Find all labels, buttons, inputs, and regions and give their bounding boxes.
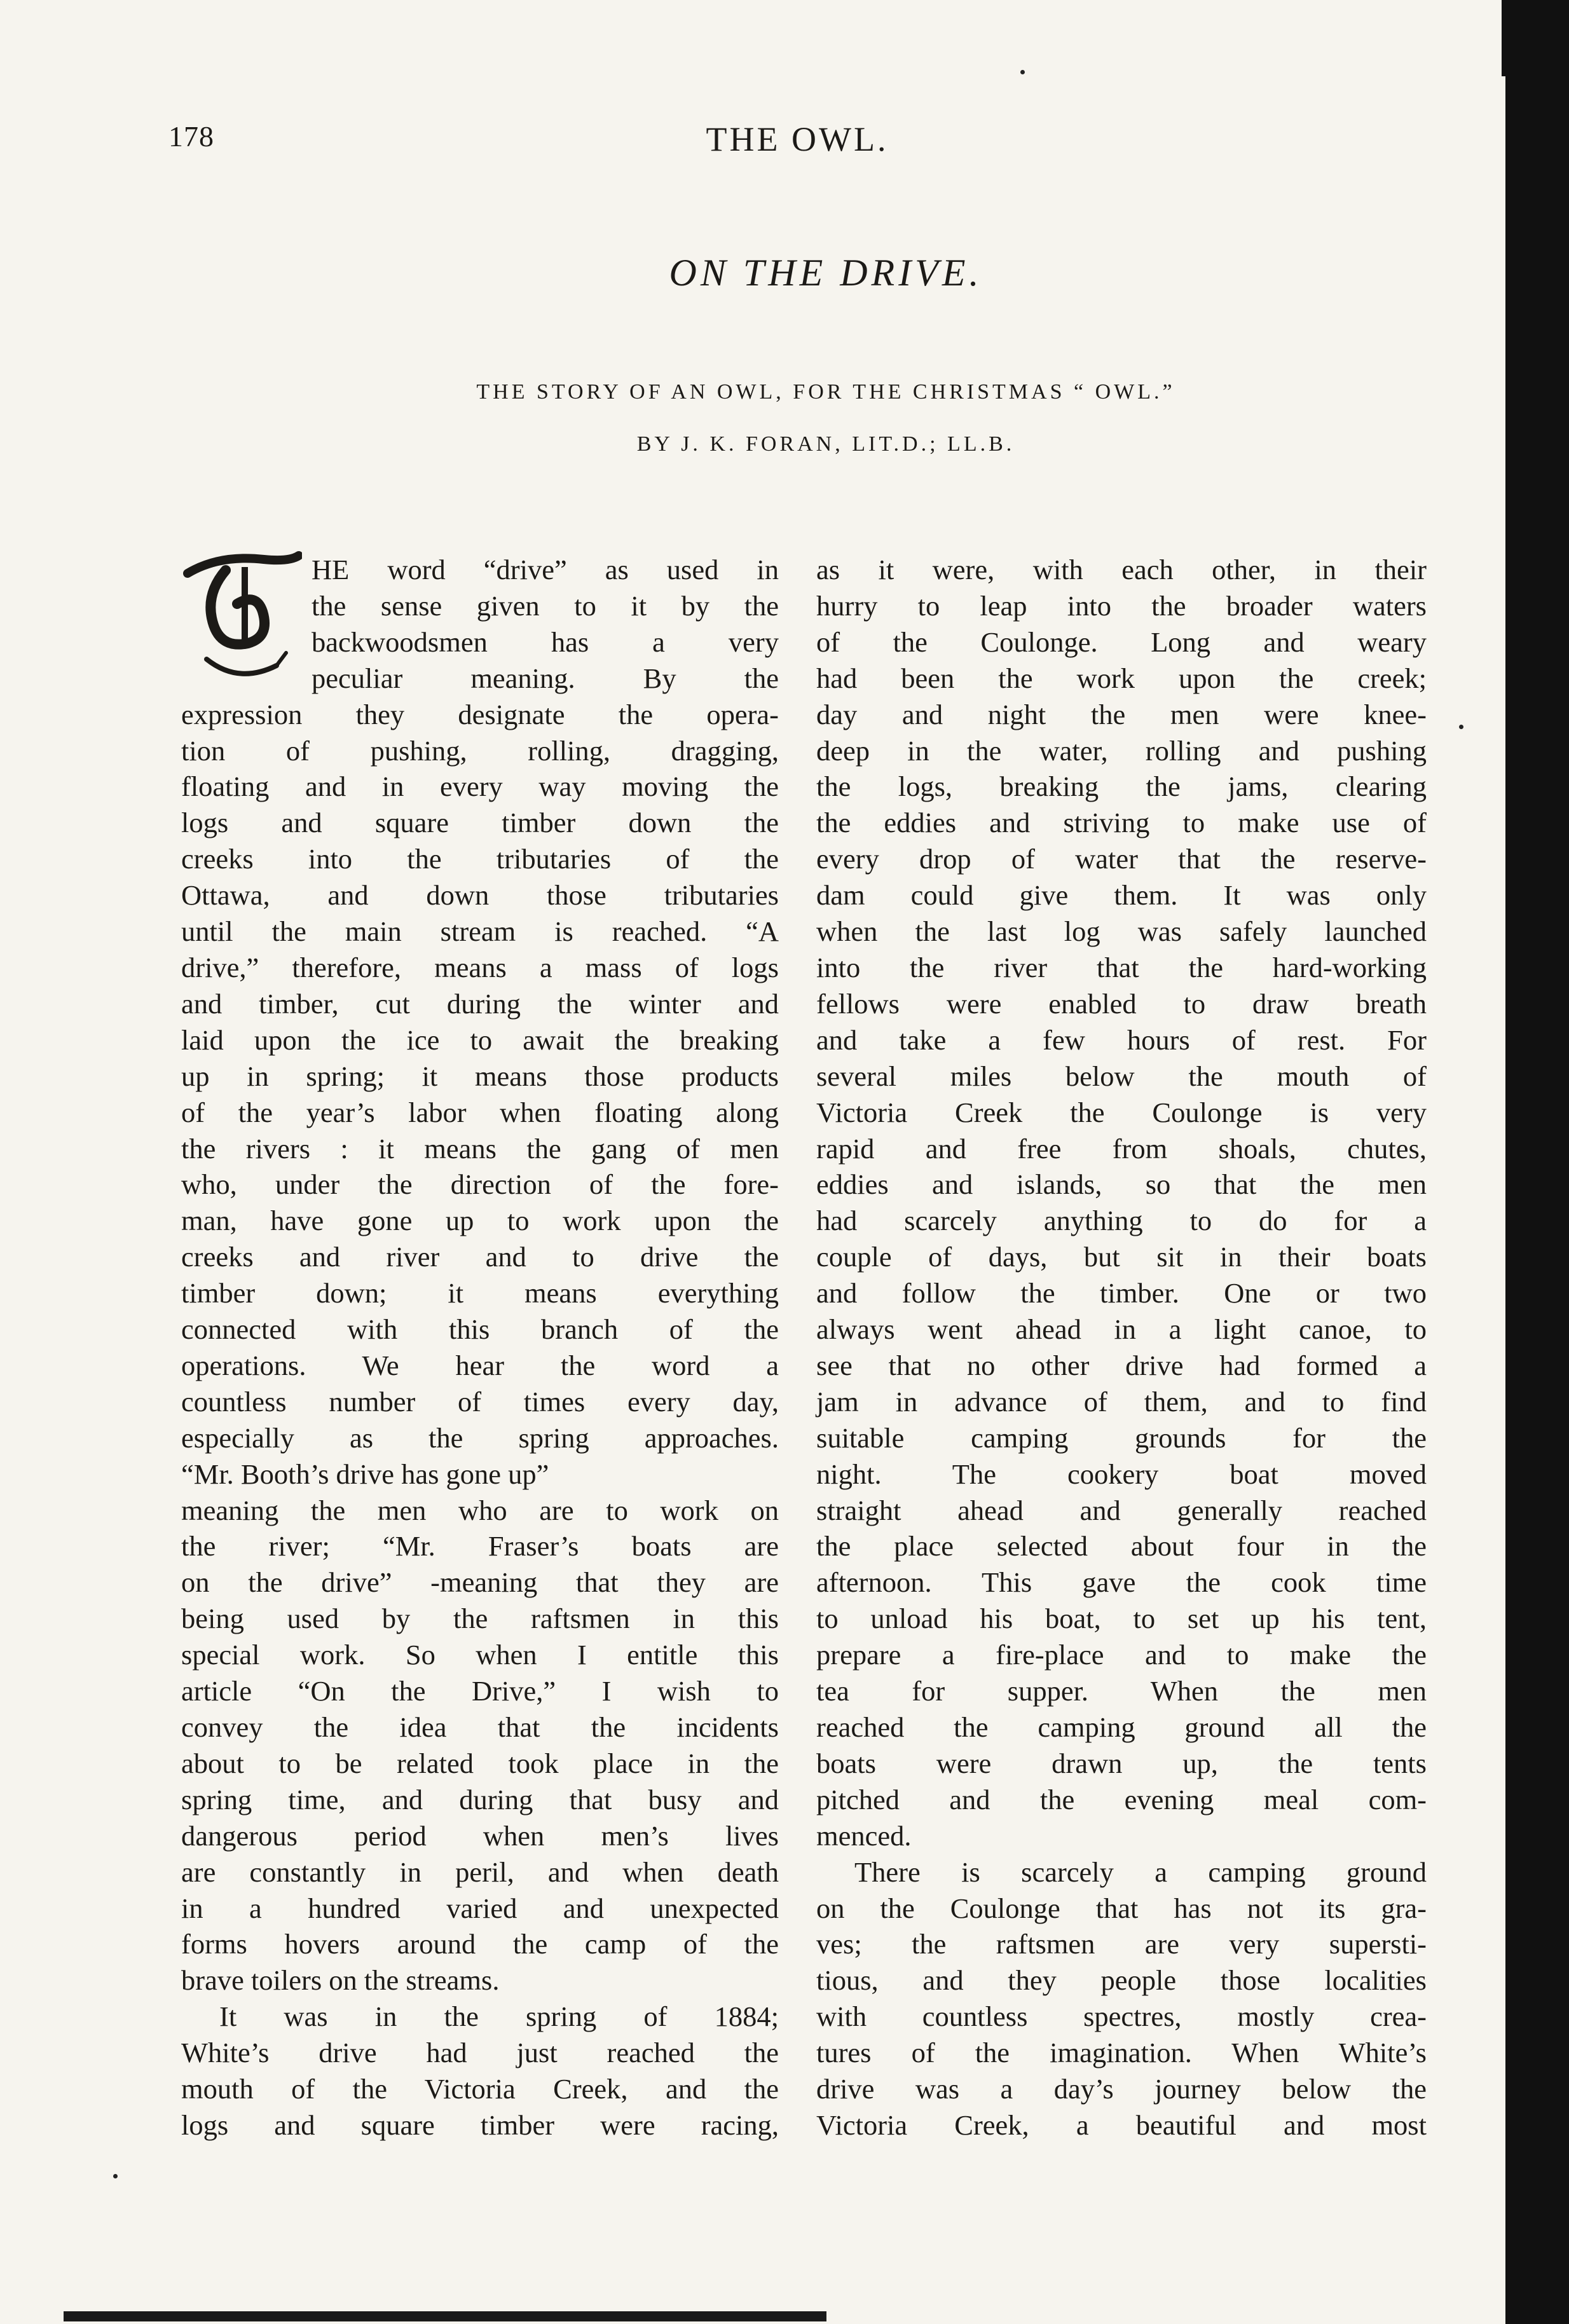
text-line: deep in the water, rolling and pushing bbox=[816, 734, 1427, 767]
text-line: boats were drawn up, the tents bbox=[816, 1747, 1427, 1779]
text-line: floating and in every way moving the bbox=[181, 770, 779, 803]
text-line: and follow the timber. One or two bbox=[816, 1277, 1427, 1309]
text-line: expression they designate the opera- bbox=[181, 698, 779, 730]
page-edge-shadow-top bbox=[1502, 0, 1524, 76]
page-number: 178 bbox=[168, 120, 214, 153]
text-line: afternoon. This gave the cook time bbox=[816, 1566, 1427, 1599]
text-line: eddies and islands, so that the men bbox=[816, 1168, 1427, 1201]
text-line: Victoria Creek, a beautiful and most bbox=[816, 2109, 1427, 2141]
text-line: logs and square timber were racing, bbox=[181, 2109, 779, 2141]
text-line: as it were, with each other, in their bbox=[816, 554, 1427, 585]
text-line: of the Coulonge. Long and weary bbox=[816, 625, 1427, 658]
text-line: the sense given to it by the bbox=[312, 589, 779, 622]
text-line: rapid and free from shoals, chutes, bbox=[816, 1132, 1427, 1165]
text-line: the place selected about four in the bbox=[816, 1530, 1427, 1562]
text-line: forms hovers around the camp of the bbox=[181, 1928, 779, 1960]
scan-speck bbox=[1020, 70, 1025, 74]
text-line: tures of the imagination. When White’s bbox=[816, 2037, 1427, 2069]
text-line: tea for supper. When the men bbox=[816, 1675, 1427, 1707]
text-line: when the last log was safely launched bbox=[816, 915, 1427, 948]
text-line: into the river that the hard-working bbox=[816, 951, 1427, 983]
text-line: several miles below the mouth of bbox=[816, 1060, 1427, 1092]
text-line: are constantly in peril, and when death bbox=[181, 1856, 779, 1888]
text-line: until the main stream is reached. “A bbox=[181, 915, 779, 948]
text-line: suitable camping grounds for the bbox=[816, 1421, 1427, 1454]
text-line: It was in the spring of 1884; bbox=[219, 2000, 779, 2033]
text-line: prepare a fire-place and to make the bbox=[816, 1639, 1427, 1671]
text-line: logs and square timber down the bbox=[181, 807, 779, 839]
text-line: who, under the direction of the fore- bbox=[181, 1168, 779, 1201]
text-line: Ottawa, and down those tributaries bbox=[181, 879, 779, 912]
text-line: up in spring; it means those products bbox=[181, 1060, 779, 1092]
text-line: brave toilers on the streams. bbox=[181, 1964, 500, 1997]
text-line: dam could give them. It was only bbox=[816, 879, 1427, 912]
scan-speck bbox=[113, 2174, 118, 2178]
text-line: in a hundred varied and unexpected bbox=[181, 1892, 779, 1924]
article-title: ON THE DRIVE. bbox=[669, 252, 983, 294]
text-line: with countless spectres, mostly crea- bbox=[816, 2000, 1427, 2033]
text-line: man, have gone up to work upon the bbox=[181, 1205, 779, 1237]
text-line: pitched and the evening meal com- bbox=[816, 1783, 1427, 1815]
text-line: always went ahead in a light canoe, to bbox=[816, 1313, 1427, 1346]
text-line: night. The cookery boat moved bbox=[816, 1458, 1427, 1490]
text-line: especially as the spring approaches. bbox=[181, 1421, 779, 1454]
text-line: connected with this branch of the bbox=[181, 1313, 779, 1346]
text-line: peculiar meaning. By the bbox=[312, 662, 779, 694]
text-line: reached the camping ground all the bbox=[816, 1711, 1427, 1743]
page-edge-shadow bbox=[1505, 0, 1569, 2324]
text-line: being used by the raftsmen in this bbox=[181, 1603, 779, 1635]
text-line: laid upon the ice to await the breaking bbox=[181, 1023, 779, 1056]
text-line: drive,” therefore, means a mass of logs bbox=[181, 951, 779, 983]
text-line: Victoria Creek the Coulonge is very bbox=[816, 1096, 1427, 1128]
text-line: and timber, cut during the winter and bbox=[181, 987, 779, 1020]
text-line: fellows were enabled to draw breath bbox=[816, 987, 1427, 1020]
text-line: creeks into the tributaries of the bbox=[181, 843, 779, 875]
text-line: jam in advance of them, and to find bbox=[816, 1385, 1427, 1418]
text-line: ves; the raftsmen are very supersti- bbox=[816, 1928, 1427, 1960]
text-line: the eddies and striving to make use of bbox=[816, 807, 1427, 839]
text-line: drive was a day’s journey below the bbox=[816, 2073, 1427, 2105]
text-line: mouth of the Victoria Creek, and the bbox=[181, 2073, 779, 2105]
text-line: the rivers : it means the gang of men bbox=[181, 1132, 779, 1165]
text-line: the logs, breaking the jams, clearing bbox=[816, 770, 1427, 803]
text-line: There is scarcely a camping ground bbox=[854, 1856, 1427, 1888]
text-line: meaning the men who are to work on bbox=[181, 1494, 779, 1526]
left-column bbox=[181, 552, 779, 2143]
text-line: on the Coulonge that has not its gra- bbox=[816, 1892, 1427, 1924]
article-byline: BY J. K. FORAN, LIT.D.; LL.B. bbox=[636, 432, 1015, 456]
text-line: dangerous period when men’s lives bbox=[181, 1819, 779, 1852]
text-line: convey the idea that the incidents bbox=[181, 1711, 779, 1743]
text-line: HE word “drive” as used in bbox=[312, 554, 779, 585]
text-line: countless number of times every day, bbox=[181, 1385, 779, 1418]
article-subtitle: THE STORY OF AN OWL, FOR THE CHRISTMAS “ OWL.” bbox=[476, 380, 1175, 404]
text-line: day and night the men were knee- bbox=[816, 698, 1427, 730]
text-line: creeks and river and to drive the bbox=[181, 1241, 779, 1273]
text-line: couple of days, but sit in their boats bbox=[816, 1241, 1427, 1273]
running-head: THE OWL. bbox=[706, 120, 889, 158]
text-line: hurry to leap into the broader waters bbox=[816, 589, 1427, 622]
text-line: the river; “Mr. Fraser’s boats are bbox=[181, 1530, 779, 1562]
text-line: timber down; it means everything bbox=[181, 1277, 779, 1309]
text-line: straight ahead and generally reached bbox=[816, 1494, 1427, 1526]
text-line: spring time, and during that busy and bbox=[181, 1783, 779, 1815]
scan-speck bbox=[1459, 725, 1463, 729]
text-line: on the drive” -meaning that they are bbox=[181, 1566, 779, 1599]
text-line: of the year’s labor when floating along bbox=[181, 1096, 779, 1128]
text-line: article “On the Drive,” I wish to bbox=[181, 1675, 779, 1707]
text-line: menced. bbox=[816, 1819, 912, 1852]
right-column bbox=[816, 552, 1427, 2143]
scan-bottom-rule bbox=[64, 2311, 826, 2321]
text-line: about to be related took place in the bbox=[181, 1747, 779, 1779]
text-line: every drop of water that the reserve- bbox=[816, 843, 1427, 875]
text-line: had been the work upon the creek; bbox=[816, 662, 1427, 694]
text-line: backwoodsmen has a very bbox=[312, 625, 779, 658]
text-line: see that no other drive had formed a bbox=[816, 1349, 1427, 1381]
text-line: to unload his boat, to set up his tent, bbox=[816, 1603, 1427, 1635]
text-line: operations. We hear the word a bbox=[181, 1349, 779, 1381]
text-line: and take a few hours of rest. For bbox=[816, 1023, 1427, 1056]
text-line: special work. So when I entitle this bbox=[181, 1639, 779, 1671]
text-line: tion of pushing, rolling, dragging, bbox=[181, 734, 779, 767]
text-line: tious, and they people those localities bbox=[816, 1964, 1427, 1997]
text-line: had scarcely anything to do for a bbox=[816, 1205, 1427, 1237]
text-line: White’s drive had just reached the bbox=[181, 2037, 779, 2069]
text-line: “Mr. Booth’s drive has gone up” bbox=[181, 1458, 549, 1490]
